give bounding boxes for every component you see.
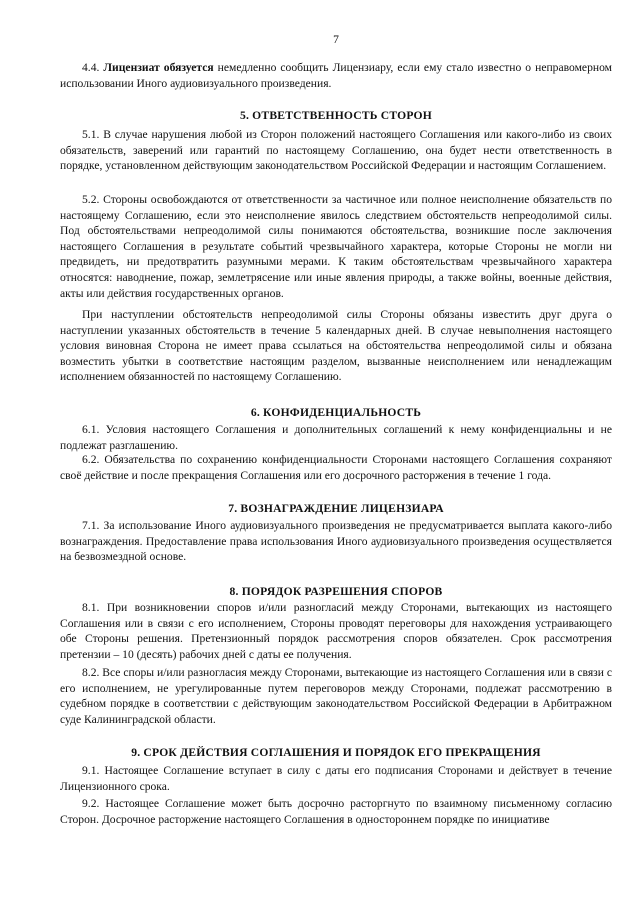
section-7-heading: 7. ВОЗНАГРАЖДЕНИЕ ЛИЦЕНЗИАРА <box>228 502 444 515</box>
clause-6-2: 6.2. Обязательства по сохранению конфиденциальности Сторонами настоящего Соглашения сохраняют своё действие и после прекращения Соглашения или его досрочного расторжения в течение 1 года. <box>60 453 612 482</box>
clause-5-1: 5.1. В случае нарушения любой из Сторон положений настоящего Соглашения или какого-либо из своих обязательств, заверений или гарантий по настоящему Соглашению, она будет нести ответственность в порядке, установленном действующим законодательством Российской Федерации и настоящим Соглашением. <box>60 128 612 173</box>
section-6 <box>60 405 612 421</box>
clause-5-2-continued: При наступлении обстоятельств непреодолимой силы Стороны обязаны известить друг друга о наступлении указанных обстоятельств в течение 5 календарных дней. В случае невыполнения настоящего условия виновная Сторона не имеет права ссылаться на обстоятельства непреодолимой силы и обязана возместить убытки в соответствие настоящим разделом, вызванные неисполнением или ненадлежащим исполнением обязанностей по настоящему Соглашению. <box>60 308 612 384</box>
section-9-heading: 9. СРОК ДЕЙСТВИЯ СОГЛАШЕНИЯ И ПОРЯДОК ЕГО ПРЕКРАЩЕНИЯ <box>131 746 541 759</box>
clause-4-4-text <box>60 60 612 91</box>
clause-4-4-rest: немедленно сообщить Лицензиару, если ему стало известно о неправомерном использовании Иного аудиовизуального произведения. <box>60 61 612 90</box>
clause-8-2: 8.2. Все споры и/или разногласия между Сторонами, вытекающие из настоящего Соглашения или в связи с его исполнением, не урегулированные путем переговоров между Сторонами, подлежат рассмотрению в судебном порядке в соответствии с действующим законодательством Российской Федерации в Арбитражном суде Калининградской области. <box>60 666 612 726</box>
clause-4-4 <box>60 60 612 91</box>
section-9 <box>60 745 612 761</box>
clause-4-4-number: 4.4. <box>82 61 100 74</box>
section-7 <box>60 501 612 517</box>
section-8-heading: 8. ПОРЯДОК РАЗРЕШЕНИЯ СПОРОВ <box>229 585 443 598</box>
section-8 <box>60 584 612 600</box>
clause-4-4-bold: Лицензиат обязуется <box>103 61 214 74</box>
section-5-heading: 5. ОТВЕТСТВЕННОСТЬ СТОРОН <box>239 109 432 122</box>
clause-9-2: 9.2. Настоящее Соглашение может быть досрочно расторгнуто по взаимному письменному согласию Сторон. Досрочное расторжение настоящего Соглашения в одностороннем порядке по инициативе <box>60 797 612 826</box>
section-5 <box>60 108 612 124</box>
clause-5-2: 5.2. Стороны освобождаются от ответственности за частичное или полное неисполнение обязательств по настоящему Соглашению, если это неисполнение явилось следствием обстоятельств непреодолимой силы. Под обстоятельствами непреодолимой силы понимаются обстоятельства, возникшие после заключения настоящего Соглашения в результате событий чрезвычайного характера, которые Стороны не могли ни предвидеть, ни предотвратить разумными мерами. К таким обстоятельствам чрезвычайного характера относятся: наводнение, пожар, землетрясение или иные явления природы, а также войны, военные действия, акты или действия государственных органов. <box>60 193 612 300</box>
page-number: 7 <box>333 33 339 46</box>
clause-8-1: 8.1. При возникновении споров и/или разногласий между Сторонами, вытекающих из настоящего Соглашения или в связи с его исполнением, Стороны проводят переговоры для нахождения устраивающего обе Стороны решения. Претензионный порядок рассмотрения споров обязателен. Срок рассмотрения претензии – 10 (десять) рабочих дней с даты ее получения. <box>60 601 612 661</box>
clause-7-1: 7.1. За использование Иного аудиовизуального произведения не предусматривается выплата какого-либо вознаграждения. Предоставление права использования Иного аудиовизуального произведения осуществляется на безвозмездной основе. <box>60 519 612 564</box>
section-6-heading: 6. КОНФИДЕНЦИАЛЬНОСТЬ <box>250 406 422 419</box>
clause-9-1: 9.1. Настоящее Соглашение вступает в силу с даты его подписания Сторонами и действует в течение Лицензионного срока. <box>60 764 612 793</box>
clause-6-1: 6.1. Условия настоящего Соглашения и дополнительных соглашений к нему конфиденциальны и не подлежат разглашению. <box>60 423 612 452</box>
